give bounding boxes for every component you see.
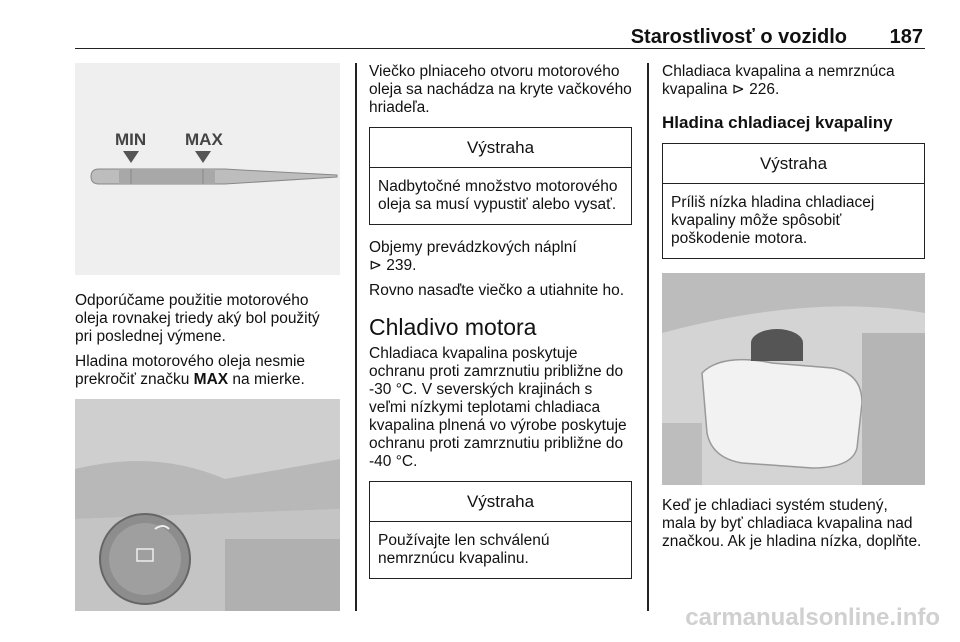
dipstick-illustration	[75, 63, 340, 275]
oil-cap-photo	[75, 399, 340, 611]
warning-body: Nadbytočné množstvo motorového oleja sa musí vypustiť alebo vysať.	[378, 178, 618, 213]
column-2	[369, 63, 632, 579]
page-number: 187	[889, 26, 923, 48]
dipstick-max-label: MAX	[185, 130, 223, 149]
warning-title: Výstraha	[370, 128, 631, 168]
column-divider-1	[355, 63, 357, 611]
replace-cap-paragraph: Rovno nasaďte viečko a utiahnite ho.	[369, 282, 625, 299]
min-arrow-icon	[123, 151, 139, 163]
coolant-protection-paragraph: Chladiaca kvapalina poskytuje ochranu proti zamrznutiu približne do -30 °C. V severských krajinách s veľmi nízkymi teplotami chladiaca kvapalina plnená vo výrobe poskytuje ochranu proti zamrznutiu približne do -40 °C.	[369, 345, 627, 470]
section-heading: Chladivo motora	[369, 314, 537, 340]
warning-box-antifreeze	[369, 481, 632, 579]
dipstick-min-label: MIN	[115, 130, 147, 149]
max-mark: MAX	[193, 371, 229, 388]
warning-box-oil	[369, 127, 632, 225]
dipstick-drawing	[75, 63, 340, 275]
oil-grade-paragraph: Odporúčame použitie motorového oleja rovnakej triedy aký bol použitý pri poslednej výmene.	[75, 292, 320, 345]
column-1	[75, 63, 340, 611]
coolant-level-paragraph: Keď je chladiaci systém studený, mala by byť chladiaca kvapalina nad značkou. Ak je hladina nízka, doplňte.	[662, 497, 922, 550]
max-arrow-icon	[195, 151, 211, 163]
column-divider-2	[647, 63, 649, 611]
warning-body: Príliš nízka hladina chladiacej kvapaliny môže spôsobiť poškodenie motora.	[671, 194, 875, 247]
column-3	[662, 63, 925, 558]
coolant-reference-paragraph: Chladiaca kvapalina a nemrznúca kvapalina ⊳ 226.	[662, 63, 895, 98]
warning-title: Výstraha	[663, 144, 924, 184]
page-title: Starostlivosť o vozidlo	[630, 26, 847, 48]
page-header	[75, 14, 925, 49]
capacities-reference: Objemy prevádzkových náplní ⊳ 239.	[369, 239, 577, 274]
oil-filler-cap-paragraph: Viečko plniaceho otvoru motorového oleja sa nachádza na kryte vačkového hriadeľa.	[369, 63, 632, 116]
max-level-paragraph: Hladina motorového oleja nesmie prekročiť značku MAX na mierke.	[75, 353, 306, 388]
warning-box-coolant	[662, 143, 925, 259]
warning-title: Výstraha	[370, 482, 631, 522]
coolant-reservoir-icon	[702, 360, 862, 468]
warning-body: Používajte len schválenú nemrznúcu kvapalinu.	[378, 532, 550, 567]
watermark: carmanualsonline.info	[685, 604, 940, 631]
subsection-heading: Hladina chladiacej kvapaliny	[662, 113, 893, 132]
coolant-reservoir-photo	[662, 273, 925, 485]
